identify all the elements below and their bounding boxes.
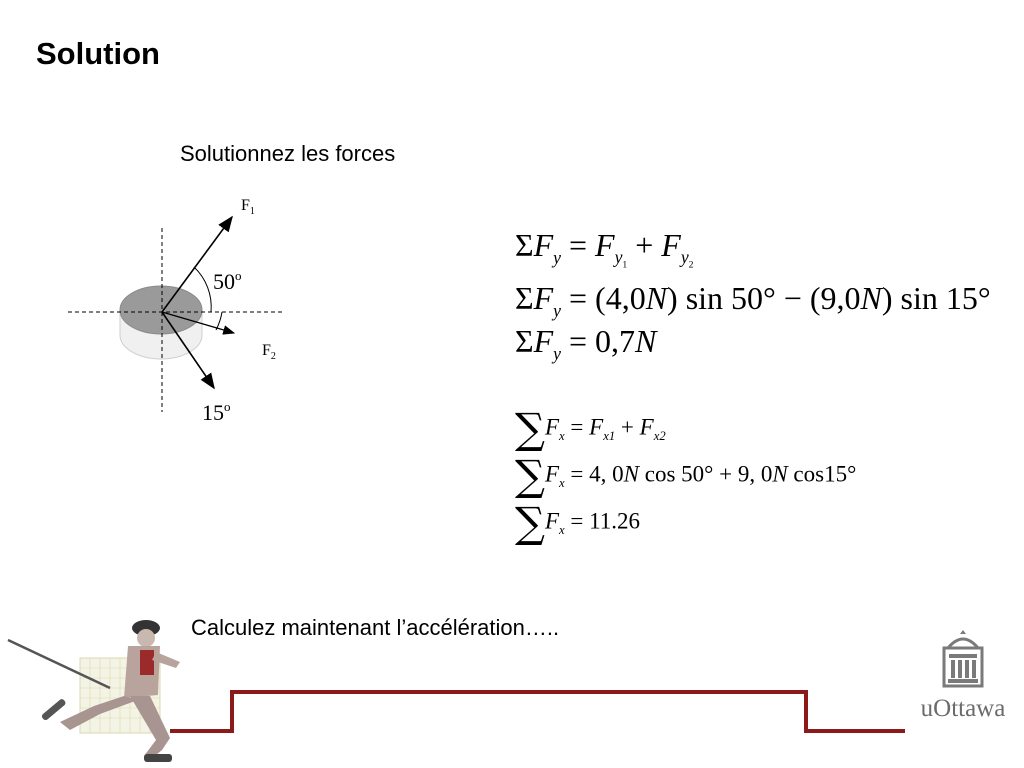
uottawa-logo	[918, 628, 1008, 723]
equation-fx-result: $\sum F_x = 11.26$	[515, 498, 641, 547]
footer-line	[170, 692, 905, 731]
subtitle: Solutionnez les forces	[180, 141, 396, 166]
equation-fy-values: $\Sigma F_y = (4,0N)$ sin 50° − (9,0N) sin 15°	[515, 280, 991, 321]
f1-label: $F_1$	[241, 197, 255, 217]
angle-arc-15	[216, 312, 222, 330]
equation-sum-fy: $\Sigma F_y = F_{y_1} + F_{y_2}$	[515, 227, 694, 271]
logo-text: uOttawa	[920, 695, 1006, 722]
building-icon	[940, 628, 986, 688]
runner-figure	[8, 620, 180, 762]
puck-top	[120, 286, 202, 334]
f2-label: $F_2$	[262, 342, 276, 362]
footer-decoration	[0, 610, 1024, 768]
equation-fy-result: $\Sigma F_y = 0,7N$	[515, 323, 657, 364]
angle-15-label: 15$^o$	[202, 399, 231, 425]
equation-fx-values: $\sum F_x = 4$, 0N cos 50° + 9, 0N cos15°	[515, 451, 857, 500]
slide-title: Solution	[36, 36, 160, 71]
force-diagram	[60, 190, 300, 430]
equation-sum-fx: $\sum F_x = F_{x1} + F_{x2}$	[515, 404, 666, 453]
angle-50-label: 50$^o$	[213, 268, 242, 294]
footer-prompt: Calculez maintenant l’accélération…..	[191, 615, 560, 640]
